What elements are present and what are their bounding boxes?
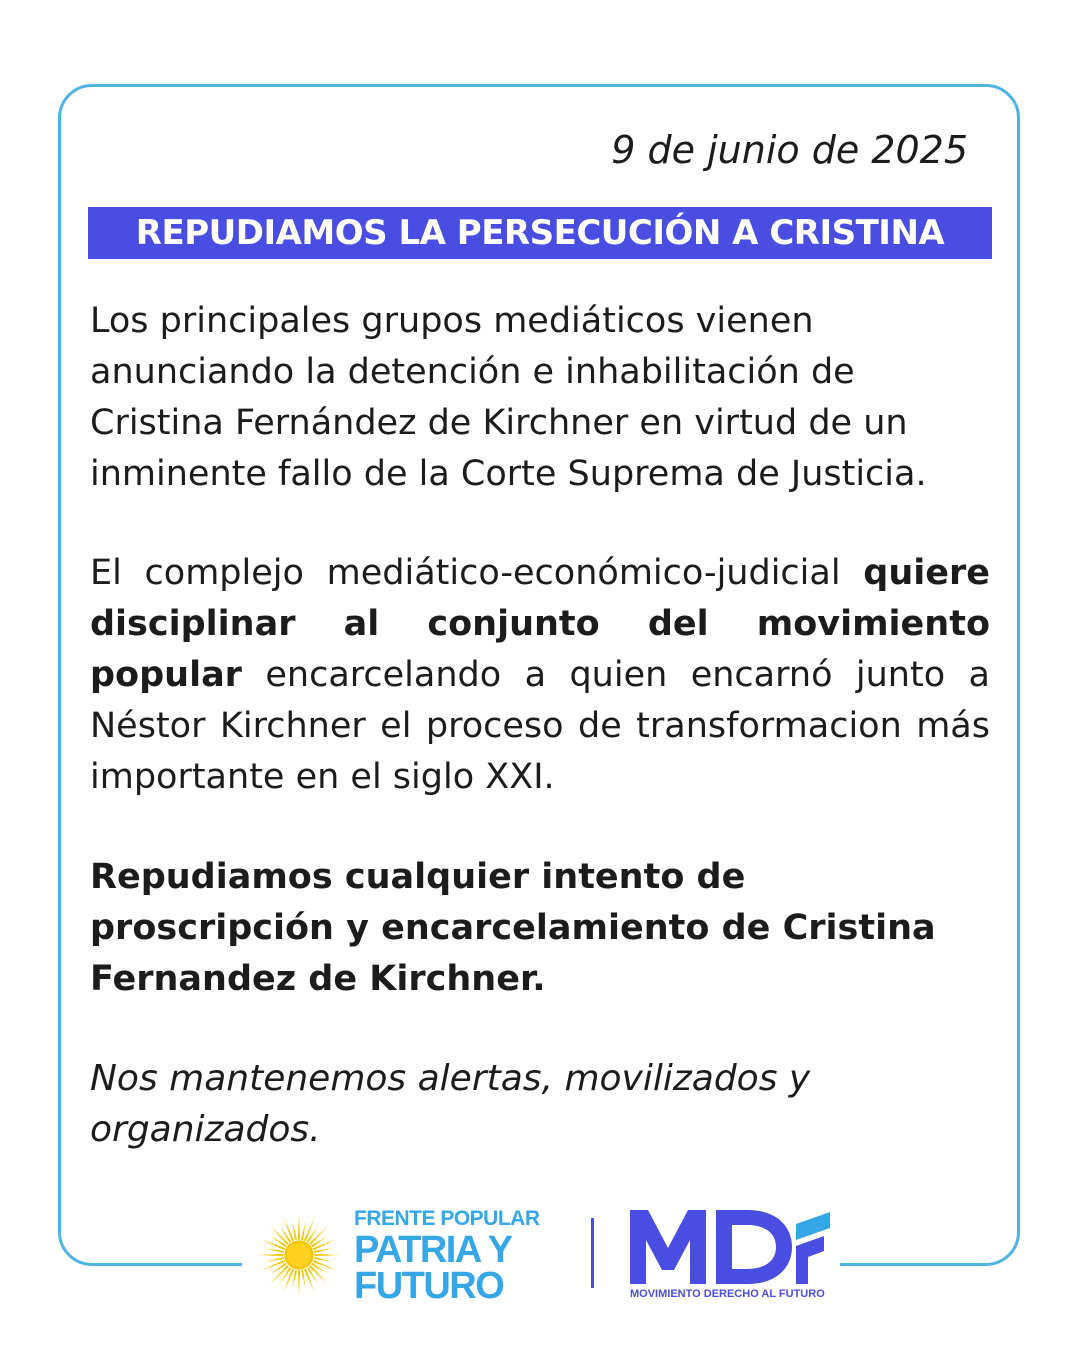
sun-ray — [304, 1269, 315, 1293]
sun-ray — [304, 1217, 315, 1241]
sun-ray — [314, 1254, 340, 1256]
sun-ray — [261, 1260, 285, 1271]
paragraph-1: Los principales grupos mediáticos vienen anunciando la detención e inhabilitación de Cristina Fernández de Kirchner en virtud de un inminente fallo de la Corte Suprema de Justicia. — [90, 301, 927, 494]
paragraph-2-start: El complejo mediático-económico-judicial — [90, 553, 864, 593]
sun-ray — [307, 1226, 318, 1242]
sun-ray — [270, 1263, 286, 1274]
paragraph-2-end: encarcelando a quien encarnó junto a Néstor Kirchner el proceso de transformacion más importante en el siglo XXI. — [90, 655, 990, 797]
sun-ray — [314, 1248, 333, 1253]
paragraph-4: Nos mantenemos alertas, movilizados y organizados. — [90, 1058, 811, 1150]
headline-text: REPUDIAMOS LA PERSECUCIÓN A CRISTINA — [135, 213, 945, 253]
paragraph-2 — [90, 548, 990, 803]
sun-ray — [283, 1269, 294, 1293]
sun-ray — [307, 1267, 318, 1283]
sun-ray — [314, 1257, 333, 1262]
sun-icon — [256, 1212, 342, 1298]
sun-ray — [283, 1217, 294, 1241]
paragraph-3: Repudiamos cualquier intento de proscripción y encarcelamiento de Cristina Fernandez de Kirchner. — [90, 857, 936, 999]
fpf-line-3: FUTURO — [354, 1265, 504, 1307]
sun-ray — [301, 1270, 306, 1289]
paragraph-2-bold: quiere disciplinar al conjunto del movimiento popular — [90, 553, 990, 695]
sun-ray — [311, 1263, 327, 1274]
sun-ray — [313, 1239, 337, 1250]
mdf-logo-mark — [628, 1204, 833, 1286]
mdf-subtitle: MOVIMIENTO DERECHO AL FUTURO — [630, 1288, 825, 1300]
sun-ray — [270, 1236, 286, 1247]
sun-ray — [313, 1260, 337, 1271]
logo-divider — [591, 1218, 594, 1288]
date-text: 9 de junio de 2025 — [611, 128, 968, 172]
sun-ray — [265, 1257, 284, 1262]
sun-ray — [301, 1221, 306, 1240]
sun-ray — [292, 1221, 297, 1240]
sun-ray — [280, 1226, 291, 1242]
sun-ray — [311, 1236, 327, 1247]
sun-ray — [258, 1254, 284, 1256]
sun-ray — [298, 1214, 300, 1240]
fpf-line-1: FRENTE POPULAR — [354, 1207, 540, 1230]
sun-ray — [265, 1248, 284, 1253]
headline-banner — [88, 207, 992, 259]
fpf-line-2: PATRIA Y — [354, 1229, 512, 1271]
sun-ray — [280, 1267, 291, 1283]
frente-popular-logo — [354, 1208, 540, 1305]
sun-ray — [292, 1270, 297, 1289]
logos-footer — [0, 1200, 1080, 1310]
sun-ray — [298, 1270, 300, 1296]
sun-ray — [261, 1239, 285, 1250]
